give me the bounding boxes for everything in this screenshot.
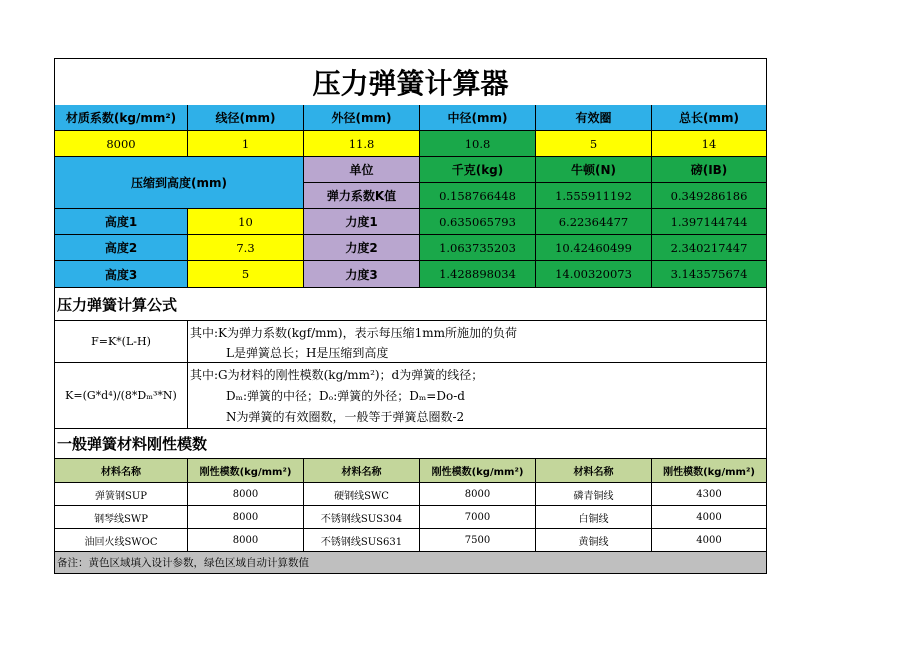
header-total-length: 总长(mm) [652, 105, 766, 131]
k-desc-line-1: 其中:G为材料的刚性模数(kg/mm²)；d为弹簧的线径； [190, 368, 484, 382]
materials-section-title: 一般弹簧材料刚性模数 [55, 429, 766, 459]
header-outer-diameter: 外径(mm) [304, 105, 420, 131]
page-title: 压力弹簧计算器 [55, 59, 766, 106]
mat-header-modulus-3: 刚性模数(kg/mm²) [652, 459, 766, 483]
height3-input[interactable]: 5 [188, 261, 304, 288]
units-label: 单位 [304, 157, 420, 183]
table-cell: 4300 [652, 483, 766, 506]
table-cell: 4000 [652, 506, 766, 529]
table-cell: 钢琴线SWP [55, 506, 188, 529]
k-formula-description [188, 363, 766, 429]
table-cell: 不锈钢线SUS304 [304, 506, 420, 529]
table-cell: 8000 [188, 506, 304, 529]
table-cell: 硬钢线SWC [304, 483, 420, 506]
table-cell: 4000 [652, 529, 766, 552]
formula-section-title: 压力弹簧计算公式 [57, 295, 178, 314]
force1-kg: 0.635065793 [420, 209, 536, 235]
table-cell: 8000 [188, 483, 304, 506]
outer-diameter-input[interactable]: 11.8 [304, 131, 420, 157]
active-coils-input[interactable]: 5 [536, 131, 652, 157]
height3-label: 高度3 [55, 261, 188, 288]
mat-header-modulus-1: 刚性模数(kg/mm²) [188, 459, 304, 483]
f-desc-line-1: 其中:K为弹力系数(kgf/mm)，表示每压缩1mm所施加的负荷 [190, 326, 517, 340]
k-value-label: 弹力系数K值 [304, 183, 420, 209]
footer-note: 备注：黄色区域填入设计参数，绿色区域自动计算数值 [55, 552, 766, 573]
height1-label: 高度1 [55, 209, 188, 235]
unit-pound: 磅(IB) [652, 157, 766, 183]
mat-header-name-1: 材料名称 [55, 459, 188, 483]
k-value-kg: 0.158766448 [420, 183, 536, 209]
force1-label: 力度1 [304, 209, 420, 235]
k-desc-line-2: Dₘ:弹簧的中径；Dₒ:弹簧的外径；Dₘ=Do-d [226, 389, 465, 403]
table-cell: 7000 [420, 506, 536, 529]
k-formula: K=(G*d⁴)/(8*Dₘ³*N) [55, 363, 188, 429]
table-cell: 不锈钢线SUS631 [304, 529, 420, 552]
force3-ib: 3.143575674 [652, 261, 766, 288]
k-value-ib: 0.349286186 [652, 183, 766, 209]
mat-header-name-2: 材料名称 [304, 459, 420, 483]
spring-calculator-sheet [54, 58, 767, 574]
f-formula-description [188, 320, 766, 363]
force3-n: 14.00320073 [536, 261, 652, 288]
table-cell: 8000 [188, 529, 304, 552]
header-active-coils: 有效圈 [536, 105, 652, 131]
mat-header-modulus-2: 刚性模数(kg/mm²) [420, 459, 536, 483]
table-cell: 弹簧钢SUP [55, 483, 188, 506]
total-length-input[interactable]: 14 [652, 131, 766, 157]
height2-label: 高度2 [55, 235, 188, 261]
mat-header-name-3: 材料名称 [536, 459, 652, 483]
k-value-n: 1.555911192 [536, 183, 652, 209]
material-coef-input[interactable]: 8000 [55, 131, 188, 157]
k-desc-line-3: N为弹簧的有效圈数，一般等于弹簧总圈数-2 [226, 410, 465, 424]
table-cell: 7500 [420, 529, 536, 552]
f-formula: F=K*(L-H) [55, 320, 188, 363]
table-cell: 黄铜线 [536, 529, 652, 552]
force3-label: 力度3 [304, 261, 420, 288]
force1-ib: 1.397144744 [652, 209, 766, 235]
force1-n: 6.22364477 [536, 209, 652, 235]
force3-kg: 1.428898034 [420, 261, 536, 288]
f-desc-line-2: L是弹簧总长；H是压缩到高度 [226, 346, 389, 360]
force2-ib: 2.340217447 [652, 235, 766, 261]
mean-diameter-value: 10.8 [420, 131, 536, 157]
force2-kg: 1.063735203 [420, 235, 536, 261]
wire-diameter-input[interactable]: 1 [188, 131, 304, 157]
table-cell: 磷青铜线 [536, 483, 652, 506]
unit-newton: 牛顿(N) [536, 157, 652, 183]
unit-kg: 千克(kg) [420, 157, 536, 183]
height1-input[interactable]: 10 [188, 209, 304, 235]
header-material-coef: 材质系数(kg/mm²) [55, 105, 188, 131]
height2-input[interactable]: 7.3 [188, 235, 304, 261]
table-cell: 白铜线 [536, 506, 652, 529]
table-cell: 油回火线SWOC [55, 529, 188, 552]
header-wire-diameter: 线径(mm) [188, 105, 304, 131]
header-mean-diameter: 中径(mm) [420, 105, 536, 131]
compress-height-label: 压缩到高度(mm) [55, 157, 304, 209]
force2-label: 力度2 [304, 235, 420, 261]
table-cell: 8000 [420, 483, 536, 506]
force2-n: 10.42460499 [536, 235, 652, 261]
